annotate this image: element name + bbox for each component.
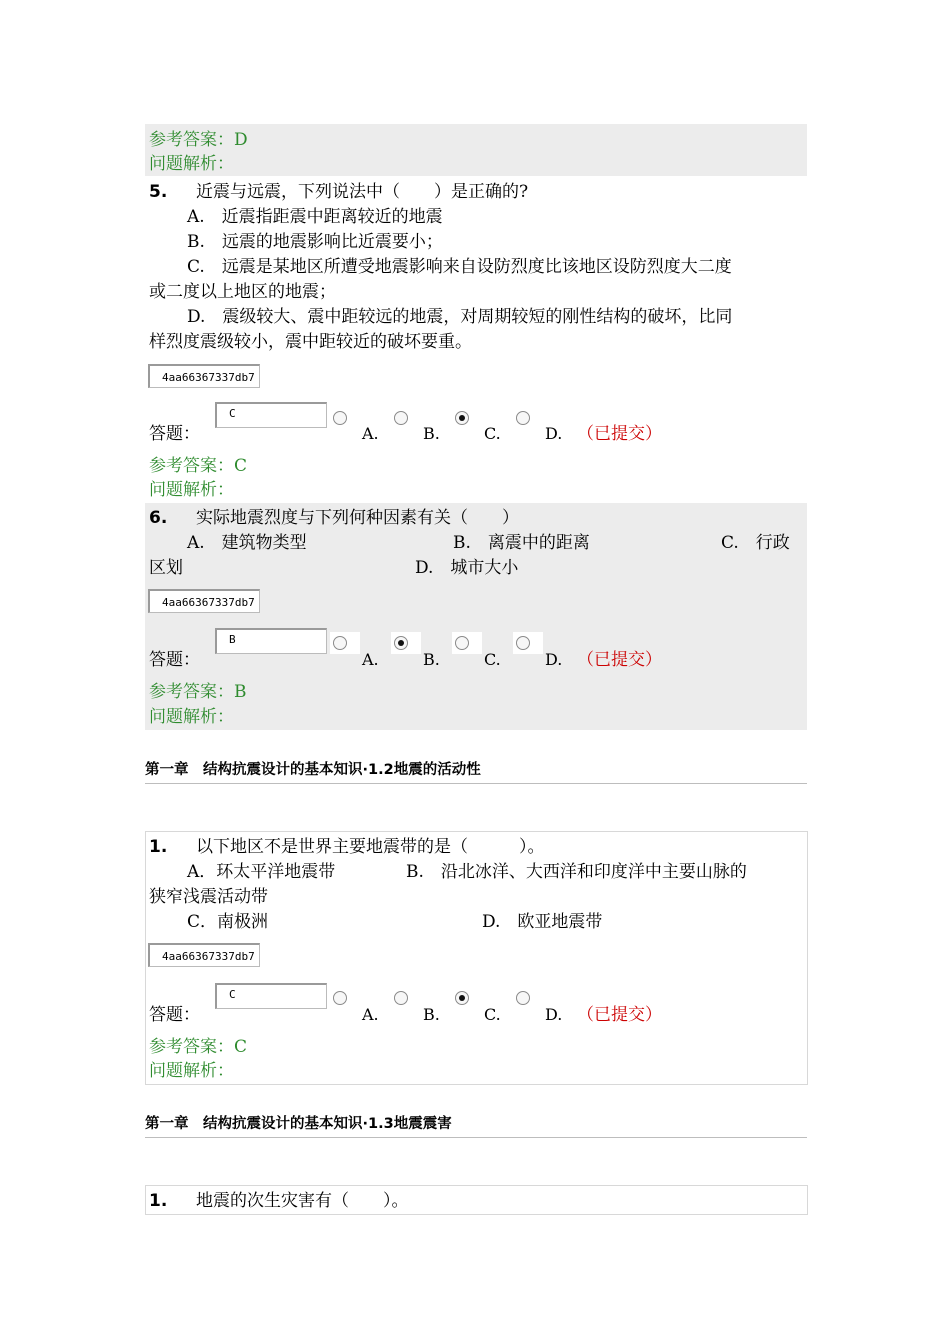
option-d-text-cont: 样烈度震级较小，震中距较近的破坏要重。	[149, 332, 472, 352]
option-b-text-cont: 狭窄浅震活动带	[149, 887, 268, 907]
answer-field[interactable]: C	[215, 402, 327, 428]
question-stem: 实际地震烈度与下列何种因素有关（ ）	[196, 508, 519, 528]
radio-option-c[interactable]	[455, 636, 469, 650]
radio-option-d[interactable]	[516, 991, 530, 1005]
question-stem: 地震的次生灾害有（ ）。	[196, 1191, 409, 1211]
option-d-text: D. 欧亚地震带	[482, 912, 603, 932]
option-a-text: A. 近震指距震中距离较近的地震	[187, 207, 443, 227]
answer-analysis: 问题解析：	[149, 154, 234, 174]
question-id-field: 4aa66367337db7	[148, 589, 260, 613]
reference-answer: 参考答案：D	[149, 130, 248, 150]
option-a-text: A. 建筑物类型	[187, 533, 307, 553]
question-id-field: 4aa66367337db7	[148, 943, 260, 967]
question-number: 6.	[149, 508, 168, 528]
option-d-text: D. 城市大小	[415, 558, 519, 578]
answer-analysis: 问题解析：	[149, 1061, 234, 1081]
radio-label-a: A.	[362, 650, 379, 669]
radio-label-d: D.	[545, 424, 563, 443]
radio-label-a: A.	[362, 1005, 379, 1024]
radio-label-b: B.	[423, 1005, 440, 1024]
radio-label-c: C.	[484, 1005, 501, 1024]
submitted-status: （已提交）	[577, 1005, 662, 1025]
section-heading: 第一章 结构抗震设计的基本知识·1.3地震震害	[145, 1112, 807, 1138]
option-d-text: D. 震级较大、震中距较远的地震，对周期较短的刚性结构的破坏，比同	[187, 307, 733, 327]
radio-option-b[interactable]	[394, 636, 408, 650]
question-id-field: 4aa66367337db7	[148, 364, 260, 388]
option-c-text-cont: 区划	[149, 558, 183, 578]
option-a-text: A．环太平洋地震带	[187, 862, 336, 882]
radio-option-b[interactable]	[394, 991, 408, 1005]
radio-option-a[interactable]	[333, 411, 347, 425]
radio-option-d[interactable]	[516, 636, 530, 650]
option-c-text-cont: 或二度以上地区的地震；	[149, 282, 336, 302]
radio-label-d: D.	[545, 1005, 563, 1024]
radio-label-b: B.	[423, 650, 440, 669]
answer-analysis: 问题解析：	[149, 707, 234, 727]
option-b-text: B. 离震中的距离	[453, 533, 590, 553]
radio-option-d[interactable]	[516, 411, 530, 425]
option-c-text: C. 远震是某地区所遭受地震影响来自设防烈度比该地区设防烈度大二度	[187, 257, 732, 277]
section-heading: 第一章 结构抗震设计的基本知识·1.2地震的活动性	[145, 758, 807, 784]
reference-answer: 参考答案：C	[149, 1037, 248, 1057]
answer-field[interactable]: B	[215, 628, 327, 654]
answer-field[interactable]: C	[215, 983, 327, 1009]
radio-option-a[interactable]	[333, 991, 347, 1005]
question-number: 5.	[149, 182, 168, 202]
radio-label-c: C.	[484, 424, 501, 443]
submitted-status: （已提交）	[577, 650, 662, 670]
reference-answer: 参考答案：B	[149, 682, 247, 702]
question-number: 1.	[149, 1191, 168, 1211]
answer-label: 答题：	[149, 650, 200, 670]
submitted-status: （已提交）	[577, 424, 662, 444]
radio-label-d: D.	[545, 650, 563, 669]
radio-option-a[interactable]	[333, 636, 347, 650]
radio-label-a: A.	[362, 424, 379, 443]
radio-label-c: C.	[484, 650, 501, 669]
question-stem: 以下地区不是世界主要地震带的是（ ）。	[196, 837, 545, 857]
radio-option-b[interactable]	[394, 411, 408, 425]
question-stem: 近震与远震，下列说法中（ ）是正确的?	[196, 182, 529, 202]
radio-option-c[interactable]	[455, 411, 469, 425]
answer-label: 答题：	[149, 424, 200, 444]
option-c-text: C．南极洲	[187, 912, 269, 932]
question-number: 1.	[149, 837, 168, 857]
option-b-text: B. 远震的地震影响比近震要小；	[187, 232, 443, 252]
reference-answer: 参考答案：C	[149, 456, 248, 476]
answer-label: 答题：	[149, 1005, 200, 1025]
radio-option-c[interactable]	[455, 991, 469, 1005]
answer-analysis: 问题解析：	[149, 480, 234, 500]
radio-label-b: B.	[423, 424, 440, 443]
option-b-text: B. 沿北冰洋、大西洋和印度洋中主要山脉的	[406, 862, 747, 882]
option-c-text: C. 行政	[721, 533, 790, 553]
